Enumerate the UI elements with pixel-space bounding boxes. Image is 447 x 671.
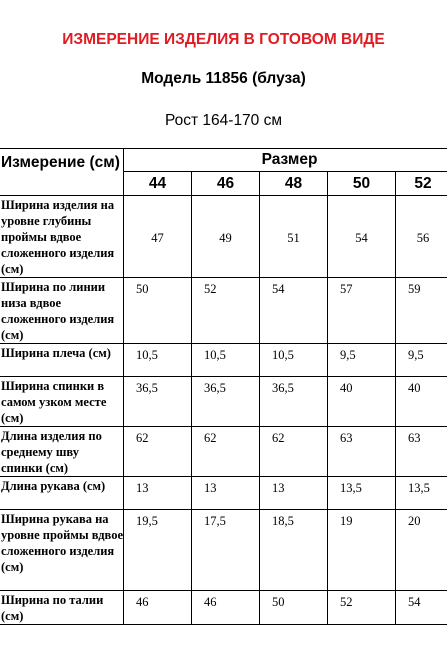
cell-value: 19 — [328, 510, 396, 591]
cell-value: 59 — [396, 278, 447, 344]
size-value: 46 — [192, 172, 260, 196]
cell-value: 13,5 — [396, 477, 447, 510]
row-label: Длина изделия по среднему шву спинки (см) — [0, 427, 124, 477]
size-header: Размер — [124, 149, 447, 172]
row-label: Ширина изделия на уровне глубины проймы вдвое сложенного изделия (см) — [0, 196, 124, 278]
cell-value: 10,5 — [192, 344, 260, 377]
cell-value: 46 — [192, 591, 260, 625]
size-value: 52 — [396, 172, 447, 196]
table-row — [0, 591, 447, 625]
measurements-table — [0, 148, 447, 625]
model-title: Модель 11856 (блуза) — [141, 70, 306, 87]
measurement-header: Измерение (см) — [0, 149, 124, 196]
table-row — [0, 278, 447, 344]
size-value: 48 — [260, 172, 328, 196]
size-value: 44 — [124, 172, 192, 196]
cell-value: 51 — [260, 196, 328, 278]
cell-value: 20 — [396, 510, 447, 591]
table-row — [0, 510, 447, 591]
cell-value: 63 — [396, 427, 447, 477]
cell-value: 19,5 — [124, 510, 192, 591]
cell-value: 9,5 — [396, 344, 447, 377]
cell-value: 54 — [328, 196, 396, 278]
table-row — [0, 344, 447, 377]
cell-value: 36,5 — [192, 377, 260, 427]
cell-value: 10,5 — [124, 344, 192, 377]
cell-value: 54 — [260, 278, 328, 344]
cell-value: 62 — [260, 427, 328, 477]
cell-value: 49 — [192, 196, 260, 278]
cell-value: 13 — [260, 477, 328, 510]
cell-value: 50 — [124, 278, 192, 344]
cell-value: 13 — [192, 477, 260, 510]
cell-value: 10,5 — [260, 344, 328, 377]
cell-value: 52 — [192, 278, 260, 344]
row-label: Ширина по линии низа вдвое сложенного изделия (см) — [0, 278, 124, 344]
cell-value: 36,5 — [260, 377, 328, 427]
cell-value: 13 — [124, 477, 192, 510]
cell-value: 13,5 — [328, 477, 396, 510]
table-row — [0, 377, 447, 427]
cell-value: 56 — [396, 196, 447, 278]
row-label: Ширина спинки в самом узком месте (см) — [0, 377, 124, 427]
size-value: 50 — [328, 172, 396, 196]
document-title: ИЗМЕРЕНИЕ ИЗДЕЛИЯ В ГОТОВОМ ВИДЕ — [62, 31, 385, 48]
cell-value: 54 — [396, 591, 447, 625]
table-row — [0, 196, 447, 278]
cell-value: 17,5 — [192, 510, 260, 591]
row-label: Ширина по талии (см) — [0, 591, 124, 625]
cell-value: 36,5 — [124, 377, 192, 427]
cell-value: 62 — [124, 427, 192, 477]
cell-value: 46 — [124, 591, 192, 625]
cell-value: 9,5 — [328, 344, 396, 377]
cell-value: 40 — [396, 377, 447, 427]
cell-value: 47 — [124, 196, 192, 278]
cell-value: 62 — [192, 427, 260, 477]
height-range: Рост 164-170 см — [164, 112, 283, 129]
cell-value: 40 — [328, 377, 396, 427]
row-label: Ширина рукава на уровне проймы вдвое сложенного изделия (см) — [0, 510, 124, 591]
row-label: Ширина плеча (см) — [0, 344, 124, 377]
cell-value: 18,5 — [260, 510, 328, 591]
cell-value: 52 — [328, 591, 396, 625]
cell-value: 50 — [260, 591, 328, 625]
cell-value: 57 — [328, 278, 396, 344]
row-label: Длина рукава (см) — [0, 477, 124, 510]
cell-value: 63 — [328, 427, 396, 477]
table-row — [0, 477, 447, 510]
table-row — [0, 427, 447, 477]
